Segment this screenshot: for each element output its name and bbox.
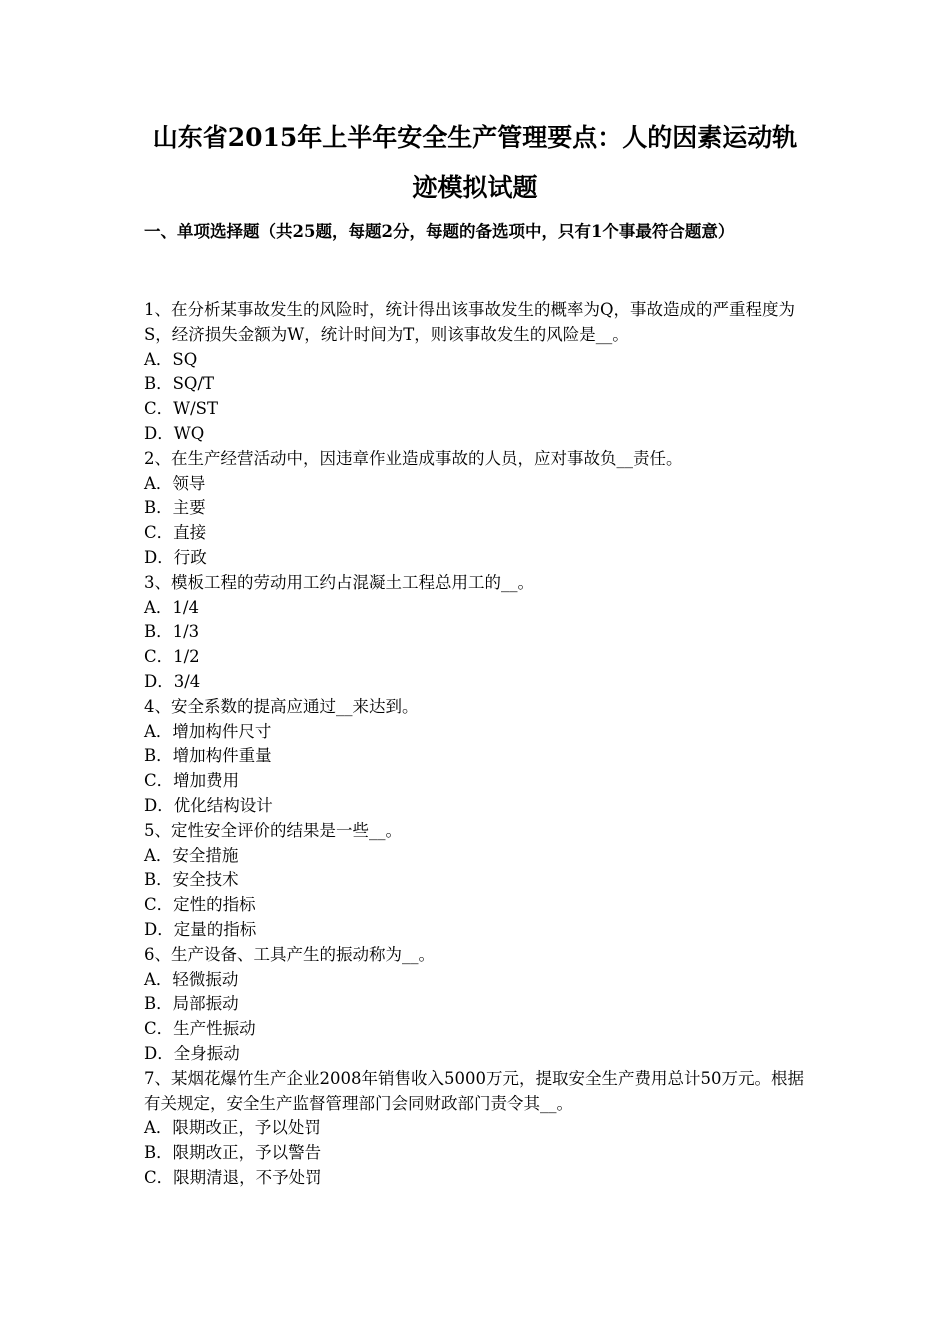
answer-option: A．领导 — [144, 473, 206, 493]
answer-option: B．1/3 — [144, 622, 200, 642]
answer-option: C．限期清退，不予处罚 — [144, 1167, 322, 1187]
section-heading: 一、单项选择题（共25题，每题2分，每题的备选项中，只有1个事最符合题意） — [144, 222, 735, 241]
answer-option: A．安全措施 — [144, 845, 239, 865]
title-line-1: 山东省2015年上半年安全生产管理要点：人的因素运动轨 — [152, 123, 798, 152]
answer-option: A．轻微振动 — [144, 969, 239, 989]
question-stem: 2、在生产经营活动中，因违章作业造成事故的人员，应对事故负__责任。 — [144, 448, 683, 468]
answer-option: D．全身振动 — [144, 1043, 240, 1063]
answer-option: B．限期改正，予以警告 — [144, 1143, 322, 1163]
answer-option: A．增加构件尺寸 — [144, 721, 272, 741]
title-line-2: 迹模拟试题 — [412, 173, 538, 202]
answer-option: A．1/4 — [144, 597, 199, 617]
question-stem: 3、模板工程的劳动用工约占混凝土工程总用工的__。 — [144, 572, 534, 592]
answer-option: B．SQ/T — [144, 374, 215, 394]
question-stem: 6、生产设备、工具产生的振动称为__。 — [144, 944, 435, 964]
answer-option: B．增加构件重量 — [144, 746, 272, 766]
document-title — [130, 113, 820, 213]
question-stem: 1、在分析某事故发生的风险时，统计得出该事故发生的概率为Q，事故造成的严重程度为S，经济损失金额为W，统计时间为T，则该事故发生的风险是__。 — [144, 300, 796, 344]
answer-option: C．生产性振动 — [144, 1019, 256, 1039]
question-stem: 4、安全系数的提高应通过__来达到。 — [144, 696, 419, 716]
answer-option: A．SQ — [144, 349, 198, 369]
answer-option: C．W/ST — [144, 399, 218, 419]
answer-option: C．直接 — [144, 523, 207, 543]
answer-option: C．1/2 — [144, 647, 200, 667]
question-stem: 5、定性安全评价的结果是一些__。 — [144, 820, 402, 840]
answer-option: B．局部振动 — [144, 994, 239, 1014]
answer-option: A．限期改正，予以处罚 — [144, 1118, 321, 1138]
question-list — [144, 298, 814, 1191]
answer-option: B．安全技术 — [144, 870, 239, 890]
answer-option: B．主要 — [144, 498, 206, 518]
answer-option: D．定量的指标 — [144, 919, 257, 939]
question-stem: 7、某烟花爆竹生产企业2008年销售收入5000万元，提取安全生产费用总计50万元。根据有关规定，安全生产监督管理部门会同财政部门责令其__。 — [144, 1068, 804, 1113]
answer-option: D．3/4 — [144, 671, 201, 691]
answer-option: C．增加费用 — [144, 771, 240, 791]
answer-option: D．行政 — [144, 547, 207, 567]
answer-option: D．优化结构设计 — [144, 795, 273, 815]
answer-option: C．定性的指标 — [144, 895, 256, 915]
answer-option: D．WQ — [144, 423, 205, 443]
